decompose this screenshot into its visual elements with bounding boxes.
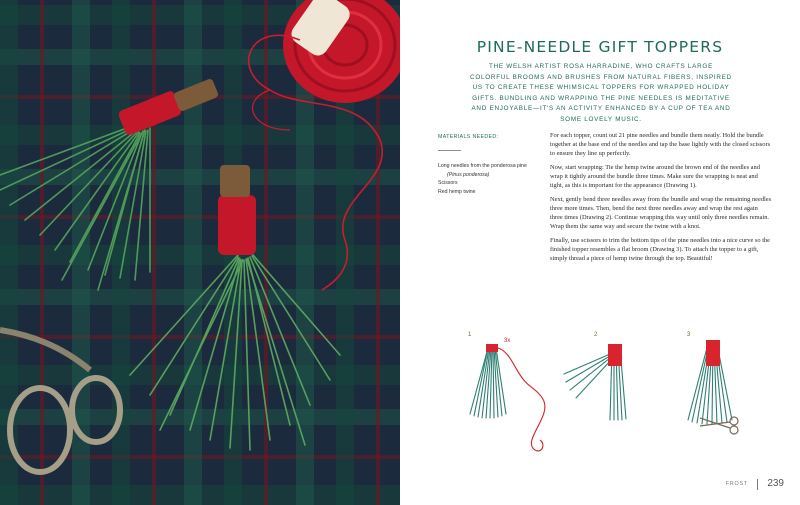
drawing-1-label: 1 <box>468 332 472 338</box>
page-footer <box>700 478 792 492</box>
drawing-2-label: 2 <box>594 332 598 338</box>
materials-label: MATERIALS NEEDED: <box>438 134 499 140</box>
list-item: Scissors <box>438 180 458 187</box>
drawing-1-bundle-icon <box>470 348 506 418</box>
drawing-2-wrap <box>608 344 622 366</box>
drawing-1-twine <box>498 348 545 451</box>
drawings-illustration <box>400 326 800 466</box>
instruction-paragraph: For each topper, count out 21 pine needles and bundle them neatly. Hold the bundle together at the base end of the needles and tap the base lightly with the closed scissors to ensure they line up perfectly. <box>550 132 771 157</box>
footer-divider <box>757 479 758 490</box>
page-number: 239 <box>767 478 784 489</box>
scissors-icon <box>0 330 120 472</box>
pine-topper-2 <box>130 165 340 450</box>
instruction-paragraph: Now, start wrapping: Tie the hemp twine around the brown end of the needles and wrap it tightly around the bundle three times. Make sure the wrapping is neat and tight, as this is important for the appearance (Drawing 1). <box>550 164 760 189</box>
instructions <box>550 132 772 269</box>
instruction-paragraph: Finally, use scissors to trim the bottom tips of the pine needles into a nice curve so the finished topper resembles a flat broom (Drawing 3). To attach the topper to a gift, simply thread a piece of hemp twine through the top. Beautiful! <box>550 236 771 262</box>
pine-topper-1 <box>0 78 219 290</box>
wrap-count-label: 3x <box>504 338 511 344</box>
materials-divider <box>438 150 461 151</box>
list-item: Long needles from the ponderosa pine <box>438 163 527 169</box>
article-intro: THE WELSH ARTIST ROSA HARRADINE, WHO CRAFTS LARGE COLORFUL BROOMS AND BRUSHES FROM NATURAL FIBERS, INSPIRED US TO CREATE THESE WHIMSICAL TOPPERS FOR WRAPPED HOLIDAY GIFTS. BUNDLING AND WRAPPING THE PINE NEEDLES IS MEDITATIVE AND ENJOYABLE—IT'S AN ACTIVITY ENHANCED BY A CUP OF TEA AND SOME LOVELY MUSIC. <box>470 63 732 123</box>
section-name: FROST <box>725 481 748 487</box>
drawing-3-label: 3 <box>687 332 691 338</box>
materials-list <box>438 162 548 196</box>
list-item: (Pinus ponderosa) <box>447 171 490 178</box>
list-item: Red hemp twine <box>438 188 476 195</box>
article-page <box>400 0 800 505</box>
drawing-1-wrap <box>486 344 498 352</box>
drawing-3-wrap <box>706 340 720 366</box>
drawings-row <box>400 326 800 466</box>
article-title: PINE-NEEDLE GIFT TOPPERS <box>476 38 724 56</box>
instruction-paragraph: Next, gently bend three needles away from the bundle and wrap the remaining needles three more times. Then, bend the next three needles away and wrap the rest again three times (Drawing 2). Continue wrapping this way until only three needles remain. Wrap them the same way and secure the twine with a knot. <box>550 196 772 230</box>
twine-spool-icon <box>283 0 400 103</box>
